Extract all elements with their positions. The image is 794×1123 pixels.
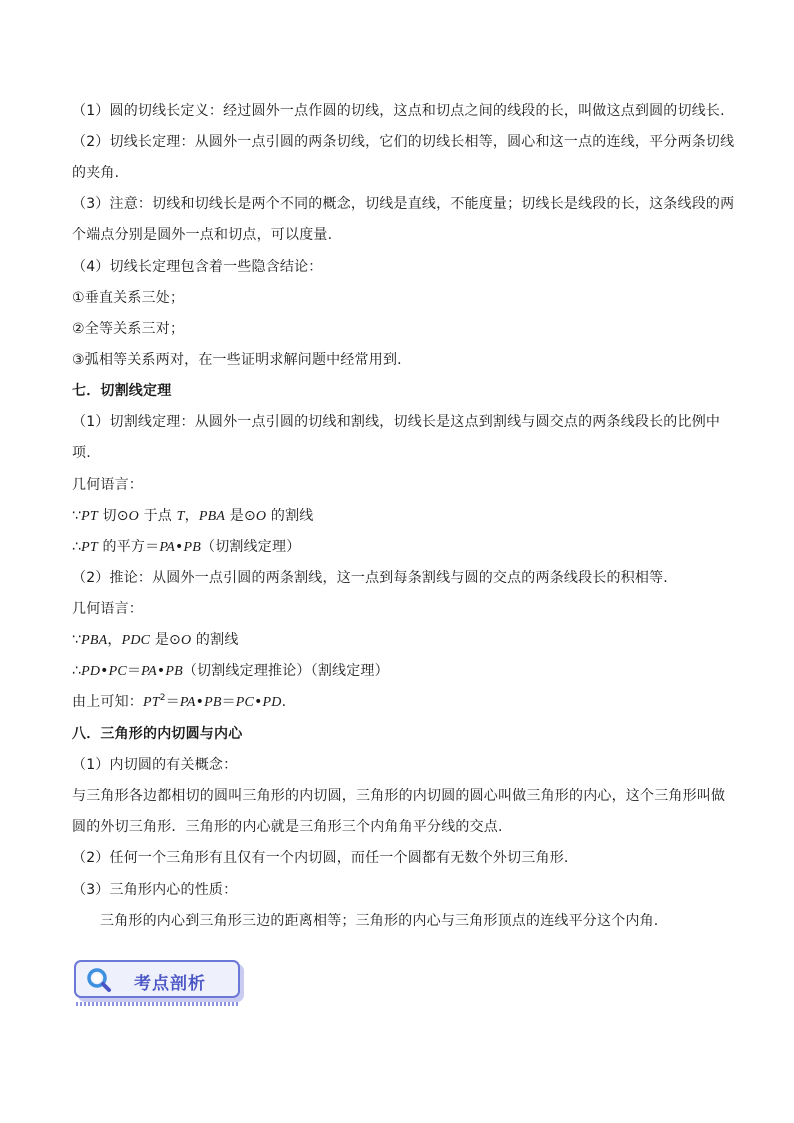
conclusion-item-3: ③弧相等关系两对，在一些证明求解问题中经常用到. [72,352,402,368]
note-paragraph-cont: 个端点分别是圆外一点和切点，可以度量. [72,227,333,243]
geometry-statement-conclusion: ∴PT 的平方＝PA•PB（切割线定理） [72,539,301,555]
badge-stripe [76,1002,240,1006]
secant-tangent-theorem: （1）切割线定理：从圆外一点引圆的切线和割线，切线长是这点到割线与圆交点的两条线段长的比例中 [72,414,721,430]
section-heading-8: 八．三角形的内切圆与内心 [72,726,243,742]
incenter-properties: 三角形的内心到三角形三边的距离相等；三角形的内心与三角形顶点的连线平分这个内角. [100,913,659,929]
incenter-properties-intro: （3）三角形内心的性质： [72,882,238,898]
tangent-length-definition: （1）圆的切线长定义：经过圆外一点作圆的切线，这点和切点之间的线段的长，叫做这点到圆的切线长. [72,103,725,119]
incircle-definition-cont: 圆的外切三角形．三角形的内心就是三角形三个内角角平分线的交点. [72,819,503,835]
conclusion-item-2: ②全等关系三对； [72,321,185,337]
incircle-definition: 与三角形各边都相切的圆叫三角形的内切圆，三角形的内切圆的圆心叫做三角形的内心，这个三角形叫做 [72,788,726,804]
conclusion-item-1: ①垂直关系三处； [72,290,185,306]
corollary-given: ∵PBA，PDC 是⊙O 的割线 [72,632,239,648]
tangent-length-theorem: （2）切线长定理：从圆外一点引圆的两条切线，它们的切线长相等，圆心和这一点的连线，平分两条切线 [72,134,735,150]
geometry-language-label-2: 几何语言： [72,601,143,617]
corollary-conclusion: ∴PD•PC＝PA•PB（切割线定理推论）（割线定理） [72,663,389,679]
incircle-existence: （2）任何一个三角形有且仅有一个内切圆，而任一个圆都有无数个外切三角形. [72,850,569,866]
combined-result: 由上可知：$PT^2=PA•PB=PC•PD$. [72,693,287,710]
tangent-length-theorem-cont: 的夹角. [72,165,120,181]
magnifier-icon [86,967,112,993]
geometry-language-label: 几何语言： [72,477,143,493]
incircle-concept-intro: （1）内切圆的有关概念： [72,757,238,773]
secant-tangent-theorem-cont: 项. [72,445,91,461]
corollary-paragraph: （2）推论：从圆外一点引圆的两条割线，这一点到每条割线与圆的交点的两条线段长的积相等. [72,570,668,586]
section-heading-7: 七．切割线定理 [72,383,172,399]
hidden-conclusions-intro: （4）切线长定理包含着一些隐含结论： [72,259,323,275]
geometry-statement-given: ∵PT 切⊙O 于点 T，PBA 是⊙O 的割线 [72,508,314,524]
badge-label: 考点剖析 [134,974,206,994]
exam-analysis-badge [74,958,242,1008]
note-paragraph: （3）注意：切线和切线长是两个不同的概念，切线是直线，不能度量；切线长是线段的长，这条线段的两 [72,196,735,212]
